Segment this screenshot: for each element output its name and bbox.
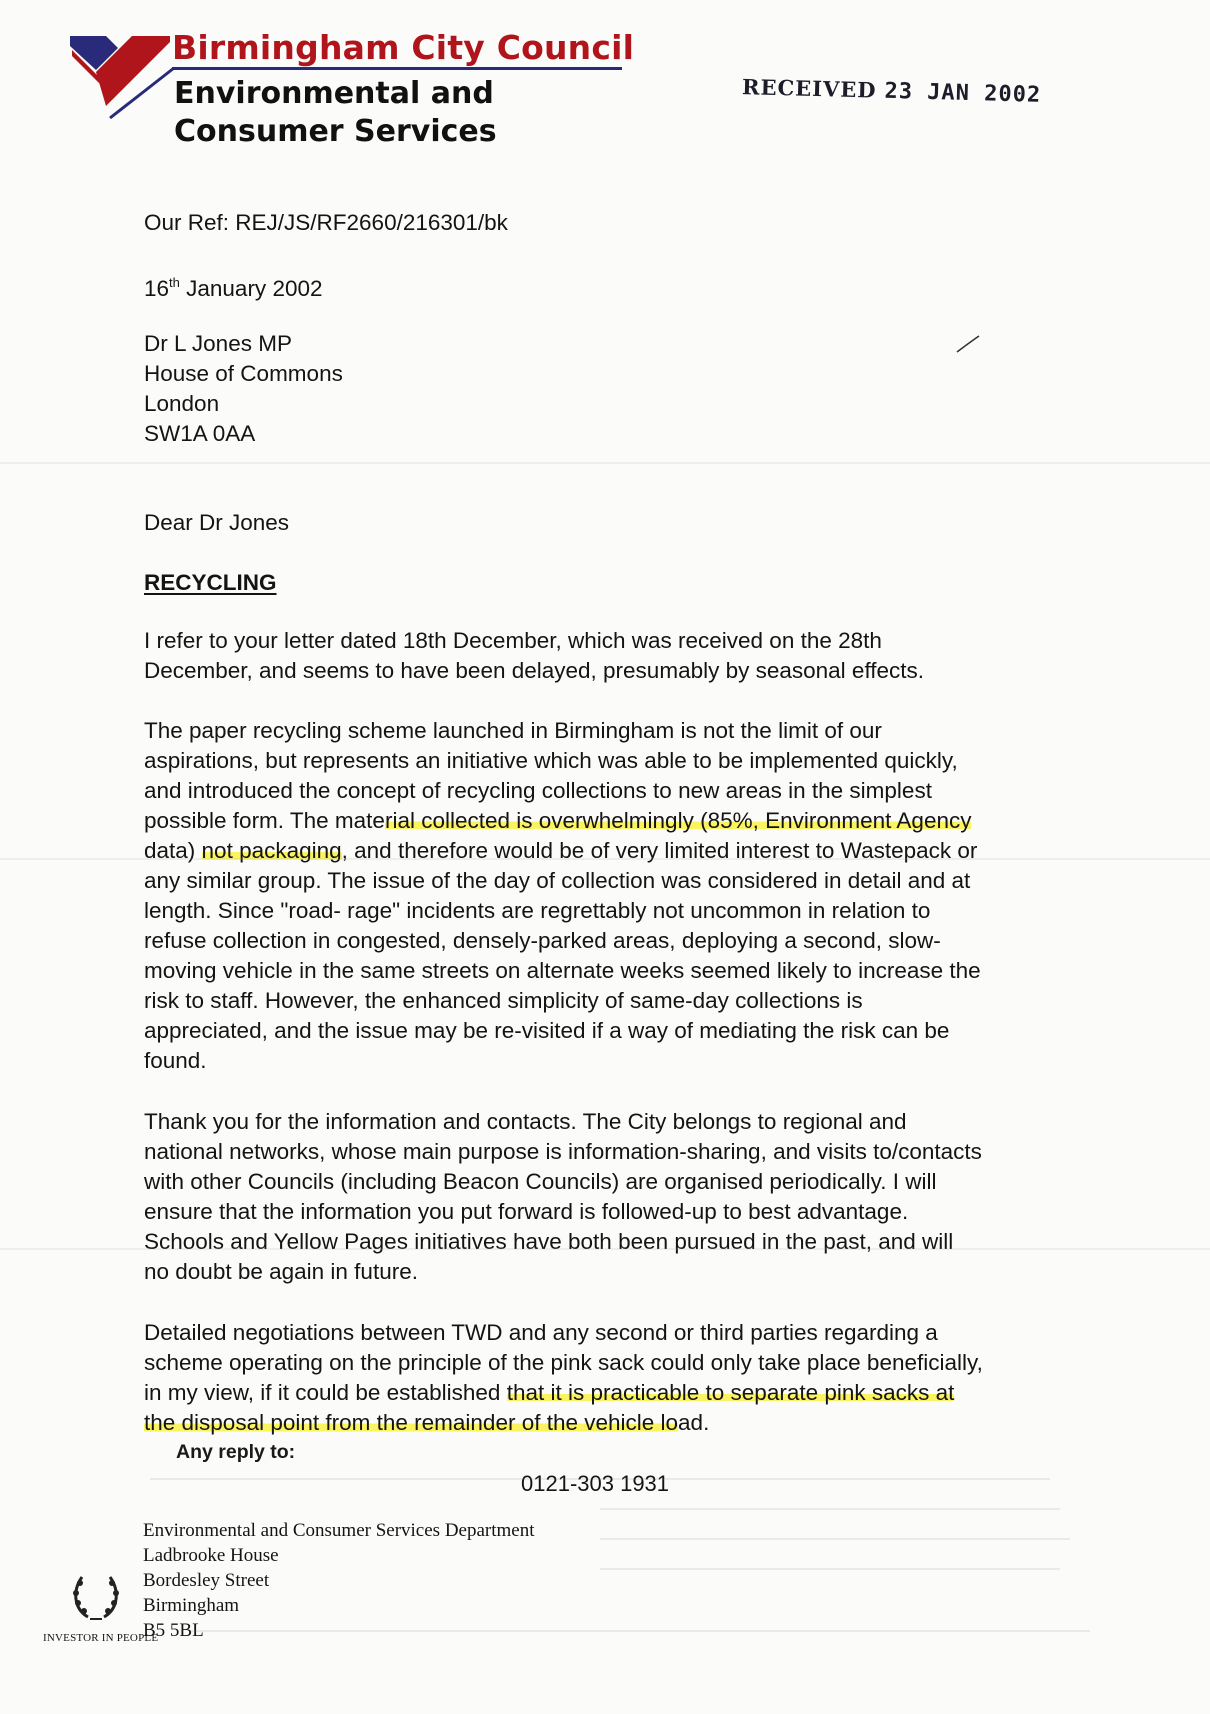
stamp-label: RECEIVED (741, 74, 877, 103)
body-line: Detailed negotiations between TWD and any second or third parties regarding a (144, 1320, 938, 1345)
footer-address-line: B5 5BL (143, 1620, 204, 1641)
investor-in-people-wreath-icon (66, 1565, 126, 1625)
bleed-through-line (600, 1568, 1060, 1570)
council-name: Birmingham City Council (172, 28, 635, 67)
letterhead-divider (172, 67, 622, 70)
body-line-highlighted (144, 808, 971, 834)
paper-fold-line (0, 462, 1210, 464)
body-line: with other Councils (including Beacon Councils) are organised periodically. I will (144, 1169, 937, 1194)
body-line: risk to staff. However, the enhanced simplicity of same-day collections is (144, 988, 863, 1013)
body-line: length. Since "road- rage" incidents are regrettably not uncommon in relation to (144, 898, 931, 923)
paper-fold-line (0, 858, 1210, 860)
body-line: ensure that the information you put forward is followed-up to best advantage. (144, 1199, 909, 1224)
stamp-date: 23 JAN 2002 (884, 78, 1042, 108)
body-line: national networks, whose main purpose is information-sharing, and visits to/contacts (144, 1139, 982, 1164)
received-stamp (742, 74, 1042, 108)
body-line: no doubt be again in future. (144, 1259, 418, 1284)
body-line-highlighted (144, 1410, 709, 1436)
bleed-through-line (190, 1630, 1090, 1632)
footer-address (143, 1518, 535, 1643)
highlighted-text: the disposal point from the remainder of the vehicle lo (144, 1410, 679, 1435)
recipient-line: SW1A 0AA (144, 421, 256, 446)
highlighted-text: not packaging (201, 838, 342, 863)
recipient-line: House of Commons (144, 361, 343, 386)
body-text: , and therefore would be of very limited interest to Wastepack or (341, 838, 978, 863)
paper-fold-line (0, 1248, 1210, 1250)
investor-in-people-label: INVESTOR IN PEOPLE (43, 1632, 159, 1644)
body-line: aspirations, but represents an initiative which was able to be implemented quickly, (144, 748, 958, 773)
body-line: I refer to your letter dated 18th December, which was received on the 28th (144, 628, 882, 653)
recipient-line: London (144, 391, 220, 416)
reference-number: Our Ref: REJ/JS/RF2660/216301/bk (144, 210, 508, 235)
body-text: data) (144, 838, 202, 863)
body-line-highlighted (144, 838, 977, 864)
date-month-year: January 2002 (186, 276, 323, 301)
body-line: any similar group. The issue of the day of collection was considered in detail and at (144, 868, 971, 893)
footer-address-line: Environmental and Consumer Services Department (143, 1520, 535, 1541)
body-line: appreciated, and the issue may be re-visited if a way of mediating the risk can be (144, 1018, 950, 1043)
body-line: scheme operating on the principle of the pink sack could only take place beneficially, (144, 1350, 983, 1375)
body-text: possible form. The mate (144, 808, 385, 833)
body-line: The paper recycling scheme launched in Birmingham is not the limit of our (144, 718, 882, 743)
body-line: refuse collection in congested, densely-parked areas, deploying a second, slow- (144, 928, 941, 953)
department-name-line1: Environmental and (174, 76, 494, 111)
bleed-through-line (150, 1478, 1050, 1480)
body-line-highlighted (144, 1380, 954, 1406)
greeting: Dear Dr Jones (144, 510, 290, 535)
letter-date (144, 268, 323, 304)
bleed-through-line (600, 1538, 1070, 1540)
footer-address-line: Bordesley Street (143, 1570, 270, 1591)
body-line: found. (144, 1048, 207, 1073)
body-line: Thank you for the information and contacts. The City belongs to regional and (144, 1109, 907, 1134)
highlighted-text: rial collected is overwhelmingly (85%, Environment Agency (384, 808, 972, 833)
body-text: in my view, if it could be established (144, 1380, 507, 1405)
council-logo-icon (66, 32, 176, 122)
subject-heading: RECYCLING (144, 570, 277, 595)
recipient-address (144, 329, 343, 449)
reply-label: Any reply to: (176, 1441, 296, 1463)
recipient-line: Dr L Jones MP (144, 331, 292, 356)
footer-address-line: Birmingham (143, 1595, 240, 1616)
highlighted-text: that it is practicable to separate pink sacks at (506, 1380, 955, 1405)
body-line: and introduced the concept of recycling collections to new areas in the simplest (144, 778, 932, 803)
body-line: Schools and Yellow Pages initiatives have both been pursued in the past, and will (144, 1229, 954, 1254)
footer-address-line: Ladbrooke House (143, 1545, 279, 1566)
department-name-line2: Consumer Services (174, 114, 497, 149)
date-suffix: th (169, 275, 180, 290)
date-day: 16 (144, 276, 170, 301)
pen-tick-mark (955, 334, 981, 354)
reply-phone-number: 0121-303 1931 (521, 1471, 670, 1496)
body-line: moving vehicle in the same streets on alternate weeks seemed likely to increase the (144, 958, 981, 983)
body-line: December, and seems to have been delayed, presumably by seasonal effects. (144, 658, 925, 683)
bleed-through-line (600, 1508, 1060, 1510)
body-text: ad. (678, 1410, 710, 1435)
